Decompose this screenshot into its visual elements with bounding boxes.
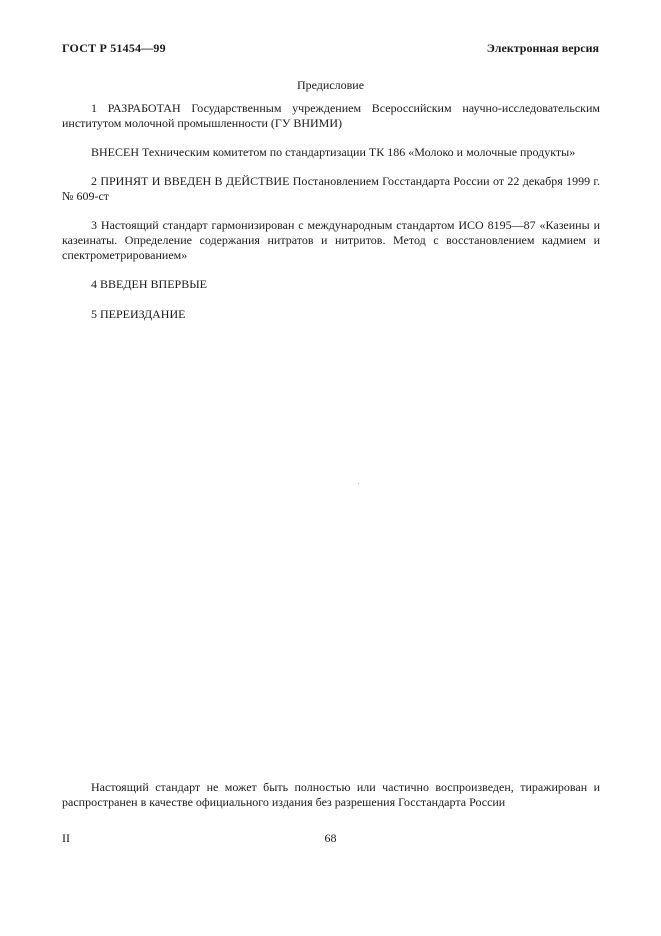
roman-page-number: II — [62, 831, 70, 845]
copyright-notice: Настоящий стандарт не может быть полностью или частично воспроизведен, тиражирован и распространен в качестве официального издания без разрешения Госстандарта России — [62, 780, 600, 809]
page-number: 68 — [324, 831, 337, 845]
paragraph-adopted: 2 ПРИНЯТ И ВВЕДЕН В ДЕЙСТВИЕ Постановлением Госстандарта России от 22 декабря 1999 г. № 609-ст — [62, 174, 600, 203]
standard-code: ГОСТ Р 51454—99 — [62, 41, 166, 55]
preface-body — [62, 101, 600, 336]
paragraph-first-introduced: 4 ВВЕДЕН ВПЕРВЫЕ — [91, 277, 207, 291]
paragraph-submitted: ВНЕСЕН Техническим комитетом по стандартизации ТК 186 «Молоко и молочные продукты» — [91, 145, 576, 159]
paragraph-developed: 1 РАЗРАБОТАН Государственным учреждением Всероссийским научно-исследовательским институтом молочной промышленности (ГУ ВНИМИ) — [62, 101, 600, 130]
paragraph-harmonized: 3 Настоящий стандарт гармонизирован с международным стандартом ИСО 8195—87 «Казеины и казеинаты. Определение содержания нитратов и нитритов. Метод с восстановлением кадмием и спектрометрированием» — [62, 218, 600, 262]
paragraph-reissue: 5 ПЕРЕИЗДАНИЕ — [91, 307, 186, 321]
scan-artifact-dot — [358, 483, 359, 484]
page-title: Предисловие — [296, 78, 365, 92]
version-label: Электронная версия — [486, 41, 599, 55]
